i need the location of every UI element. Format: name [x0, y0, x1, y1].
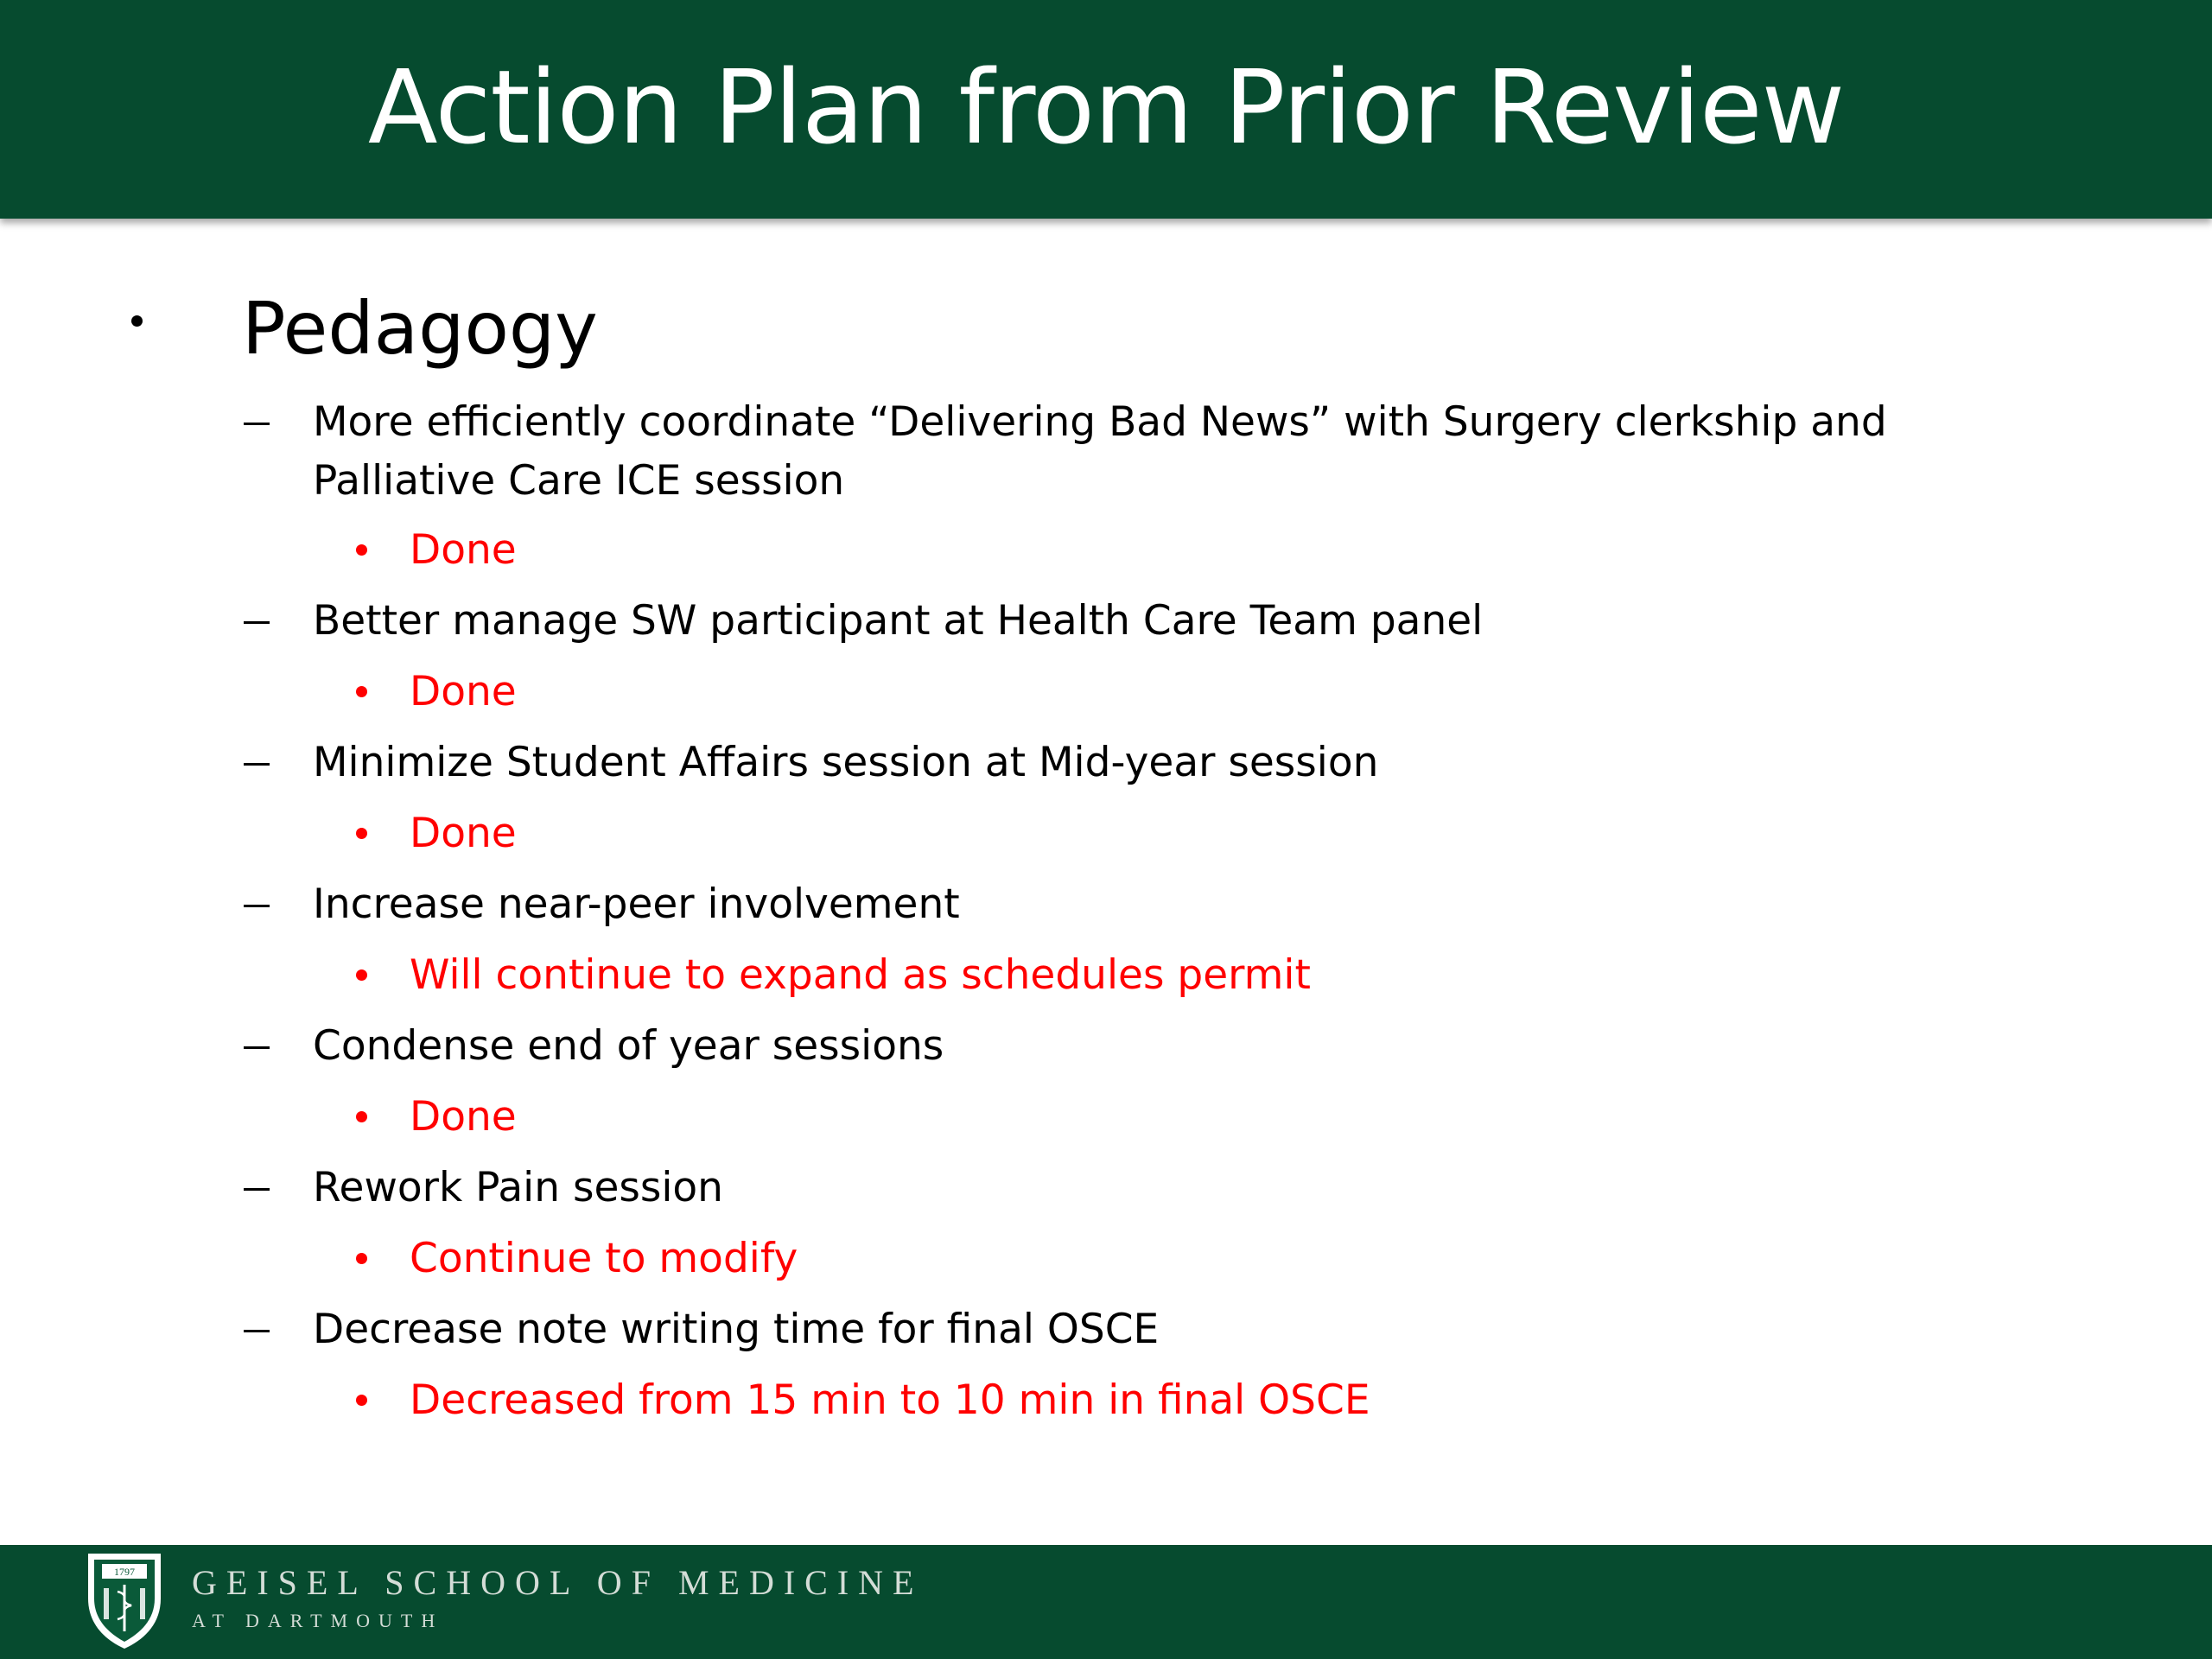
status-text: Done: [410, 526, 517, 574]
dash-bullet-icon: [244, 1188, 270, 1191]
bullet-dot-icon: [356, 1253, 367, 1264]
status-item: [0, 946, 2212, 1005]
slide-footer: [0, 1545, 2212, 1659]
status-text: Continue to modify: [410, 1235, 798, 1282]
status-item: [0, 1371, 2212, 1430]
bullet-dot-icon: [356, 969, 367, 981]
status-item: [0, 663, 2212, 721]
status-text: Done: [410, 1093, 517, 1141]
status-text: Done: [410, 810, 517, 857]
action-item: [0, 875, 2212, 934]
geisel-shield-seal-icon: [83, 1545, 166, 1653]
action-item: [0, 1300, 2212, 1359]
section-heading: Pedagogy: [242, 286, 598, 371]
status-text: Decreased from 15 min to 10 min in final OSCE: [410, 1376, 1370, 1424]
bullet-dot-icon: [356, 1395, 367, 1406]
bullet-dot-icon: [356, 1111, 367, 1122]
action-item-text: Better manage SW participant at Health Care Team panel: [313, 597, 1484, 645]
status-item: [0, 804, 2212, 863]
footer-school-name: GEISEL SCHOOL OF MEDICINE: [192, 1563, 924, 1602]
status-item: [0, 521, 2212, 580]
dash-bullet-icon: [244, 621, 270, 624]
action-item-text: Minimize Student Affairs session at Mid-year session: [313, 739, 1379, 786]
status-item: [0, 1088, 2212, 1147]
status-item: [0, 1230, 2212, 1288]
dash-bullet-icon: [244, 905, 270, 907]
action-item-text: More efficiently coordinate “Delivering Bad News” with Surgery clerkship and Palliative Care ICE session: [313, 398, 1887, 505]
bullet-dot-icon: [131, 315, 143, 327]
action-item-text: Rework Pain session: [313, 1164, 723, 1211]
bullet-level-1-pedagogy: [0, 281, 2212, 376]
footer-school-subtitle: AT DARTMOUTH: [192, 1610, 444, 1631]
action-item: [0, 1159, 2212, 1217]
action-item-text: Condense end of year sessions: [313, 1022, 944, 1070]
status-text: Will continue to expand as schedules permit: [410, 951, 1311, 999]
action-item-text: Increase near-peer involvement: [313, 880, 960, 928]
slide-title: Action Plan from Prior Review: [367, 47, 1845, 167]
action-item: [0, 393, 2212, 511]
action-item: [0, 592, 2212, 651]
action-item-text: Decrease note writing time for final OSCE: [313, 1306, 1160, 1353]
status-text: Done: [410, 668, 517, 715]
dash-bullet-icon: [244, 763, 270, 766]
seal-year: 1797: [114, 1566, 135, 1578]
action-item: [0, 734, 2212, 792]
dash-bullet-icon: [244, 1046, 270, 1049]
action-item: [0, 1017, 2212, 1076]
bullet-dot-icon: [356, 544, 367, 556]
bullet-dot-icon: [356, 828, 367, 839]
dash-bullet-icon: [244, 423, 270, 425]
bullet-dot-icon: [356, 686, 367, 697]
dash-bullet-icon: [244, 1330, 270, 1332]
